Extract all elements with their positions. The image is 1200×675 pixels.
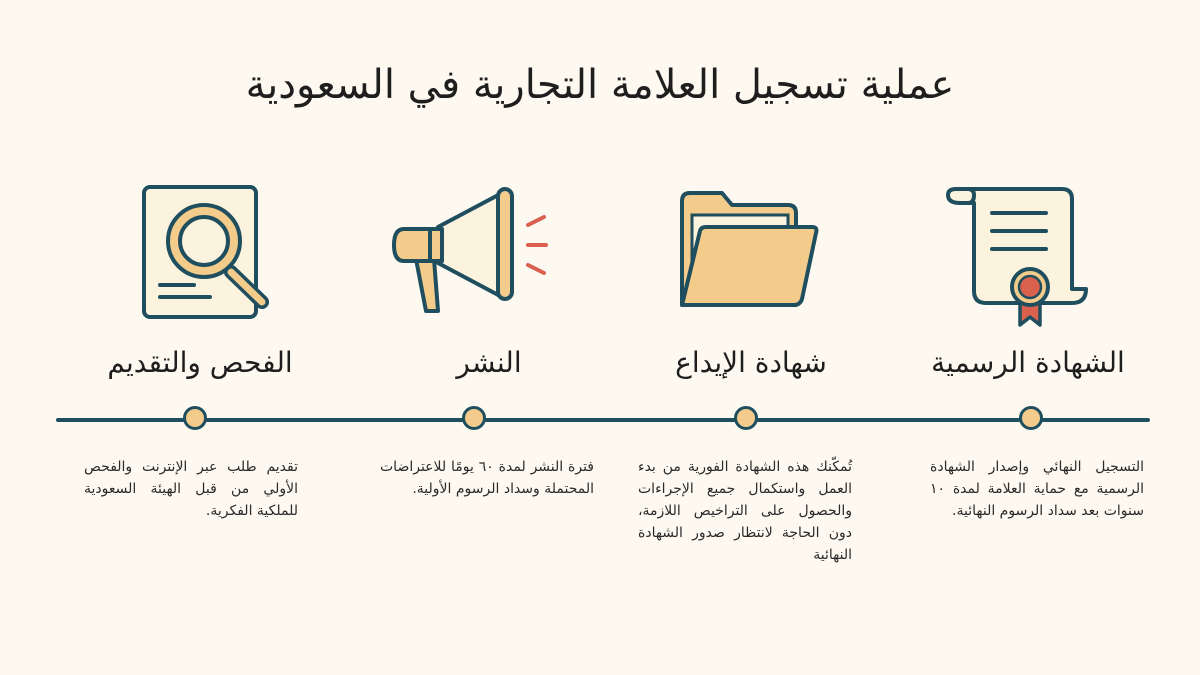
- timeline-dot: [734, 406, 758, 430]
- page-title: عملية تسجيل العلامة التجارية في السعودية: [245, 62, 955, 108]
- step-title-filing-certificate: شهادة الإيداع: [675, 346, 827, 379]
- timeline-dot: [1019, 406, 1043, 430]
- timeline-line: [56, 418, 1150, 422]
- step-title-publication: النشر: [456, 346, 522, 379]
- step-title-examination: الفحص والتقديم: [107, 346, 293, 379]
- megaphone-icon: [390, 175, 550, 335]
- folder-icon: [670, 175, 830, 335]
- step-description-filing-certificate: تُمكّنك هذه الشهادة الفورية من بدء العمل واستكمال جميع الإجراءات والحصول على التراخيص اللازمة، دون الحاجة لانتظار صدور الشهادة النهائية: [638, 459, 852, 563]
- certificate-scroll-icon: [934, 175, 1094, 335]
- step-description-publication: فترة النشر لمدة ٦٠ يومًا للاعتراضات المحتملة وسداد الرسوم الأولية.: [380, 459, 594, 497]
- timeline-dot: [462, 406, 486, 430]
- step-description-examination: تقديم طلب عبر الإنترنت والفحص الأولي من قبل الهيئة السعودية للملكية الفكرية.: [84, 459, 298, 519]
- timeline-dot: [183, 406, 207, 430]
- step-description-official-certificate: التسجيل النهائي وإصدار الشهادة الرسمية مع حماية العلامة لمدة ١٠ سنوات بعد سداد الرسوم النهائية.: [930, 459, 1144, 519]
- step-title-official-certificate: الشهادة الرسمية: [931, 346, 1125, 379]
- document-magnifier-icon: [124, 175, 284, 335]
